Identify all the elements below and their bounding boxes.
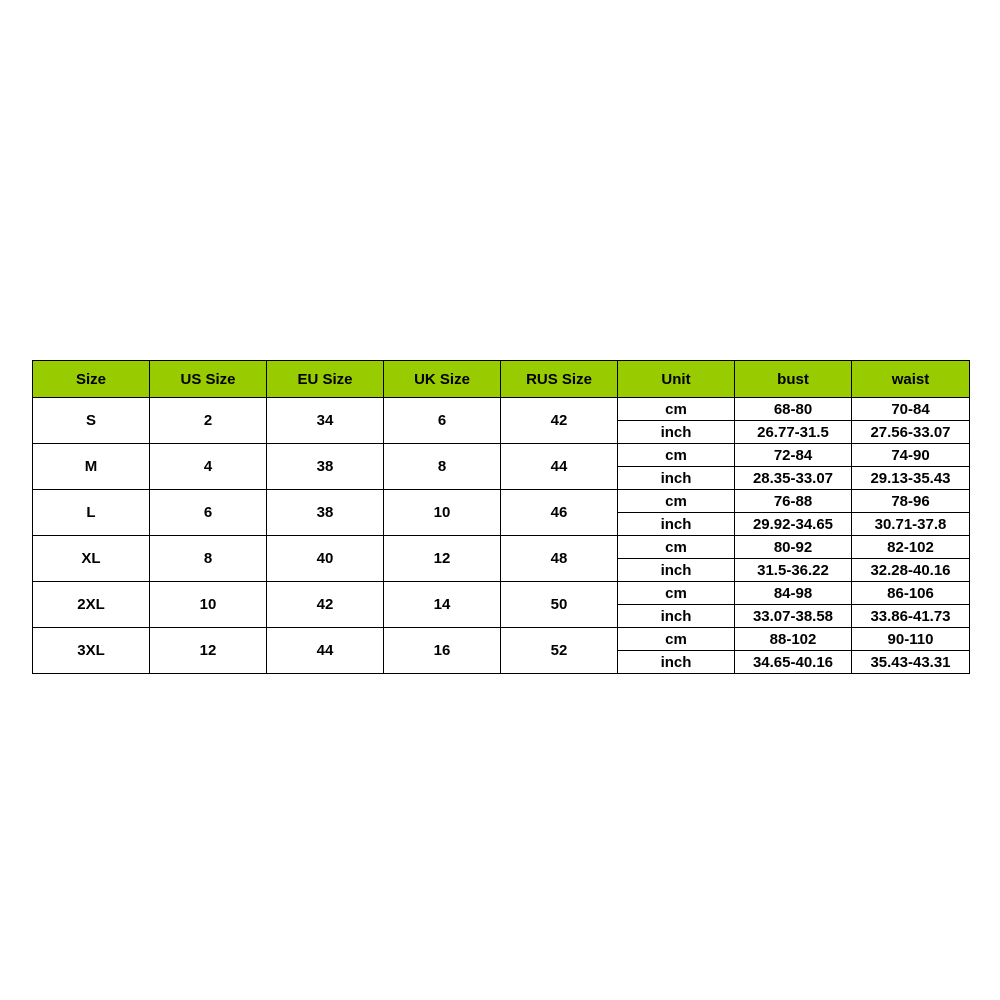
rus-size-cell: 42 xyxy=(501,398,618,444)
table-row xyxy=(33,628,970,651)
waist-cell: 86-106 xyxy=(852,582,970,605)
bust-cell: 33.07-38.58 xyxy=(735,605,852,628)
waist-cell: 35.43-43.31 xyxy=(852,651,970,674)
table-row xyxy=(33,398,970,421)
size-chart-table xyxy=(32,360,970,674)
table-row xyxy=(33,444,970,467)
bust-cell: 72-84 xyxy=(735,444,852,467)
waist-cell: 78-96 xyxy=(852,490,970,513)
bust-cell: 28.35-33.07 xyxy=(735,467,852,490)
us-size-cell: 6 xyxy=(150,490,267,536)
unit-cell: inch xyxy=(618,421,735,444)
bust-cell: 68-80 xyxy=(735,398,852,421)
unit-cell: cm xyxy=(618,398,735,421)
header-rus-size: RUS Size xyxy=(501,361,618,398)
unit-cell: cm xyxy=(618,444,735,467)
table-row xyxy=(33,490,970,513)
us-size-cell: 8 xyxy=(150,536,267,582)
rus-size-cell: 44 xyxy=(501,444,618,490)
eu-size-cell: 38 xyxy=(267,490,384,536)
unit-cell: inch xyxy=(618,651,735,674)
uk-size-cell: 10 xyxy=(384,490,501,536)
header-waist: waist xyxy=(852,361,970,398)
bust-cell: 29.92-34.65 xyxy=(735,513,852,536)
header-unit: Unit xyxy=(618,361,735,398)
eu-size-cell: 44 xyxy=(267,628,384,674)
waist-cell: 74-90 xyxy=(852,444,970,467)
waist-cell: 27.56-33.07 xyxy=(852,421,970,444)
waist-cell: 29.13-35.43 xyxy=(852,467,970,490)
waist-cell: 70-84 xyxy=(852,398,970,421)
bust-cell: 34.65-40.16 xyxy=(735,651,852,674)
size-cell: L xyxy=(33,490,150,536)
bust-cell: 80-92 xyxy=(735,536,852,559)
eu-size-cell: 38 xyxy=(267,444,384,490)
uk-size-cell: 6 xyxy=(384,398,501,444)
uk-size-cell: 16 xyxy=(384,628,501,674)
uk-size-cell: 12 xyxy=(384,536,501,582)
unit-cell: cm xyxy=(618,490,735,513)
uk-size-cell: 8 xyxy=(384,444,501,490)
us-size-cell: 2 xyxy=(150,398,267,444)
unit-cell: inch xyxy=(618,605,735,628)
bust-cell: 31.5-36.22 xyxy=(735,559,852,582)
header-bust: bust xyxy=(735,361,852,398)
waist-cell: 82-102 xyxy=(852,536,970,559)
table-header-row xyxy=(33,361,970,398)
table-row xyxy=(33,536,970,559)
bust-cell: 88-102 xyxy=(735,628,852,651)
unit-cell: inch xyxy=(618,513,735,536)
header-eu-size: EU Size xyxy=(267,361,384,398)
table-body xyxy=(33,398,970,674)
unit-cell: inch xyxy=(618,559,735,582)
unit-cell: cm xyxy=(618,536,735,559)
bust-cell: 26.77-31.5 xyxy=(735,421,852,444)
bust-cell: 84-98 xyxy=(735,582,852,605)
header-size: Size xyxy=(33,361,150,398)
waist-cell: 32.28-40.16 xyxy=(852,559,970,582)
unit-cell: cm xyxy=(618,628,735,651)
unit-cell: cm xyxy=(618,582,735,605)
size-cell: 3XL xyxy=(33,628,150,674)
waist-cell: 90-110 xyxy=(852,628,970,651)
rus-size-cell: 46 xyxy=(501,490,618,536)
rus-size-cell: 50 xyxy=(501,582,618,628)
header-us-size: US Size xyxy=(150,361,267,398)
eu-size-cell: 34 xyxy=(267,398,384,444)
waist-cell: 33.86-41.73 xyxy=(852,605,970,628)
eu-size-cell: 40 xyxy=(267,536,384,582)
us-size-cell: 4 xyxy=(150,444,267,490)
us-size-cell: 12 xyxy=(150,628,267,674)
header-uk-size: UK Size xyxy=(384,361,501,398)
us-size-cell: 10 xyxy=(150,582,267,628)
size-cell: S xyxy=(33,398,150,444)
size-cell: XL xyxy=(33,536,150,582)
eu-size-cell: 42 xyxy=(267,582,384,628)
rus-size-cell: 48 xyxy=(501,536,618,582)
rus-size-cell: 52 xyxy=(501,628,618,674)
size-cell: 2XL xyxy=(33,582,150,628)
table-row xyxy=(33,582,970,605)
unit-cell: inch xyxy=(618,467,735,490)
uk-size-cell: 14 xyxy=(384,582,501,628)
waist-cell: 30.71-37.8 xyxy=(852,513,970,536)
bust-cell: 76-88 xyxy=(735,490,852,513)
size-cell: M xyxy=(33,444,150,490)
